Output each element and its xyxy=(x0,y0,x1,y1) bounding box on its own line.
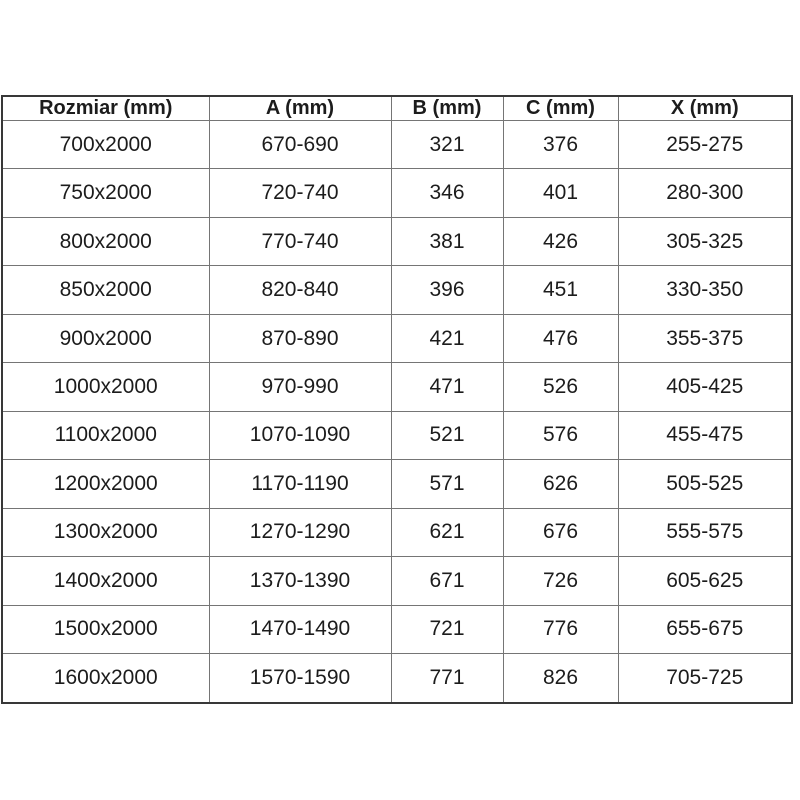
column-header-x: X (mm) xyxy=(618,96,792,121)
table-row xyxy=(2,605,792,653)
cell-x: 655-675 xyxy=(618,605,792,653)
cell-b: 771 xyxy=(391,653,503,703)
cell-rozmiar: 850x2000 xyxy=(2,266,209,314)
cell-x: 305-325 xyxy=(618,217,792,265)
cell-b: 421 xyxy=(391,314,503,362)
cell-b: 471 xyxy=(391,363,503,411)
cell-b: 571 xyxy=(391,460,503,508)
cell-x: 555-575 xyxy=(618,508,792,556)
cell-rozmiar: 1600x2000 xyxy=(2,653,209,703)
cell-c: 426 xyxy=(503,217,618,265)
cell-a: 770-740 xyxy=(209,217,391,265)
cell-x: 455-475 xyxy=(618,411,792,459)
cell-x: 505-525 xyxy=(618,460,792,508)
cell-c: 376 xyxy=(503,121,618,169)
cell-c: 451 xyxy=(503,266,618,314)
cell-x: 330-350 xyxy=(618,266,792,314)
cell-b: 671 xyxy=(391,557,503,605)
header-row xyxy=(2,96,792,121)
table-row xyxy=(2,508,792,556)
cell-rozmiar: 750x2000 xyxy=(2,169,209,217)
cell-x: 605-625 xyxy=(618,557,792,605)
cell-a: 820-840 xyxy=(209,266,391,314)
cell-c: 476 xyxy=(503,314,618,362)
cell-b: 521 xyxy=(391,411,503,459)
cell-x: 280-300 xyxy=(618,169,792,217)
cell-b: 321 xyxy=(391,121,503,169)
cell-a: 1170-1190 xyxy=(209,460,391,508)
table-row xyxy=(2,217,792,265)
cell-c: 401 xyxy=(503,169,618,217)
table-row xyxy=(2,169,792,217)
cell-c: 626 xyxy=(503,460,618,508)
table-row xyxy=(2,121,792,169)
cell-a: 870-890 xyxy=(209,314,391,362)
cell-x: 355-375 xyxy=(618,314,792,362)
table-row xyxy=(2,314,792,362)
cell-c: 526 xyxy=(503,363,618,411)
cell-a: 720-740 xyxy=(209,169,391,217)
table-row xyxy=(2,557,792,605)
cell-rozmiar: 1400x2000 xyxy=(2,557,209,605)
table-row xyxy=(2,266,792,314)
cell-a: 1070-1090 xyxy=(209,411,391,459)
cell-c: 726 xyxy=(503,557,618,605)
table-row xyxy=(2,653,792,703)
cell-c: 676 xyxy=(503,508,618,556)
table-row xyxy=(2,363,792,411)
cell-rozmiar: 1500x2000 xyxy=(2,605,209,653)
table-row xyxy=(2,411,792,459)
cell-rozmiar: 1000x2000 xyxy=(2,363,209,411)
table-body xyxy=(2,121,792,704)
cell-a: 1270-1290 xyxy=(209,508,391,556)
cell-a: 1570-1590 xyxy=(209,653,391,703)
cell-b: 346 xyxy=(391,169,503,217)
cell-a: 1470-1490 xyxy=(209,605,391,653)
cell-rozmiar: 900x2000 xyxy=(2,314,209,362)
cell-x: 405-425 xyxy=(618,363,792,411)
cell-b: 721 xyxy=(391,605,503,653)
cell-b: 396 xyxy=(391,266,503,314)
table-row xyxy=(2,460,792,508)
column-header-b: B (mm) xyxy=(391,96,503,121)
cell-b: 621 xyxy=(391,508,503,556)
cell-a: 1370-1390 xyxy=(209,557,391,605)
column-header-a: A (mm) xyxy=(209,96,391,121)
cell-c: 576 xyxy=(503,411,618,459)
column-header-rozmiar: Rozmiar (mm) xyxy=(2,96,209,121)
column-header-c: C (mm) xyxy=(503,96,618,121)
cell-rozmiar: 1100x2000 xyxy=(2,411,209,459)
cell-a: 970-990 xyxy=(209,363,391,411)
cell-x: 705-725 xyxy=(618,653,792,703)
cell-rozmiar: 1300x2000 xyxy=(2,508,209,556)
cell-a: 670-690 xyxy=(209,121,391,169)
cell-rozmiar: 1200x2000 xyxy=(2,460,209,508)
cell-x: 255-275 xyxy=(618,121,792,169)
cell-rozmiar: 800x2000 xyxy=(2,217,209,265)
cell-rozmiar: 700x2000 xyxy=(2,121,209,169)
size-table xyxy=(1,95,793,704)
cell-c: 826 xyxy=(503,653,618,703)
cell-c: 776 xyxy=(503,605,618,653)
cell-b: 381 xyxy=(391,217,503,265)
table-header xyxy=(2,96,792,121)
